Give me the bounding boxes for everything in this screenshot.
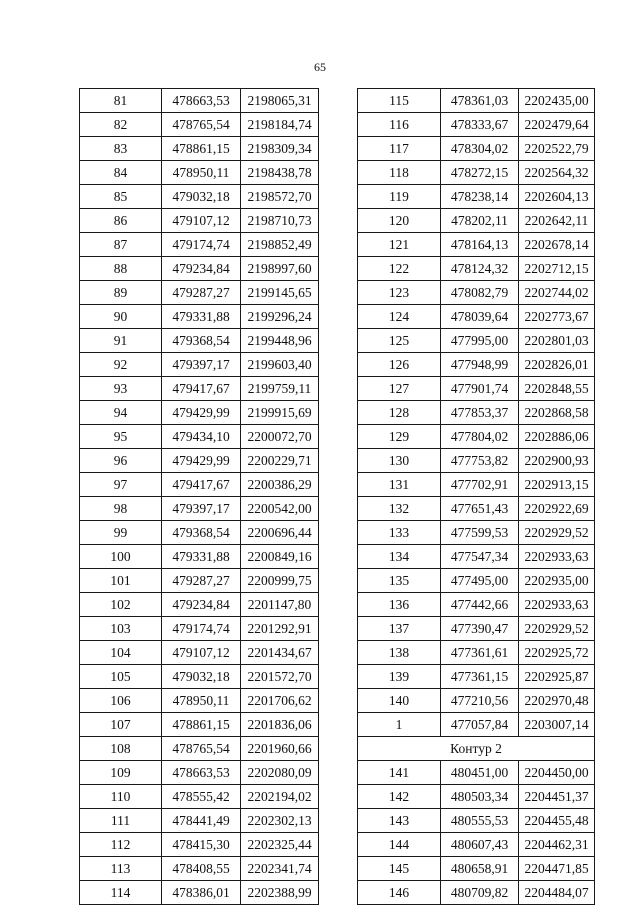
table-row: [358, 257, 595, 281]
point-number-cell: 100: [80, 545, 162, 569]
x-coordinate-cell: 477702,91: [441, 473, 519, 497]
y-coordinate-cell: 2202929,52: [519, 617, 595, 641]
point-number-cell: 95: [80, 425, 162, 449]
point-number-cell: 119: [358, 185, 441, 209]
point-number-cell: 107: [80, 713, 162, 737]
table-row: [80, 353, 319, 377]
table-row: [80, 449, 319, 473]
point-number-cell: 99: [80, 521, 162, 545]
point-number-cell: 85: [80, 185, 162, 209]
page-number: 65: [314, 60, 326, 74]
table-row: [80, 641, 319, 665]
y-coordinate-cell: 2202933,63: [519, 545, 595, 569]
y-coordinate-cell: 2200999,75: [241, 569, 319, 593]
x-coordinate-cell: 478386,01: [162, 881, 241, 905]
y-coordinate-cell: 2199603,40: [241, 353, 319, 377]
point-number-cell: 127: [358, 377, 441, 401]
table-row: [358, 353, 595, 377]
x-coordinate-cell: 477547,34: [441, 545, 519, 569]
y-coordinate-cell: 2202522,79: [519, 137, 595, 161]
table-row: [358, 521, 595, 545]
y-coordinate-cell: 2200072,70: [241, 425, 319, 449]
x-coordinate-cell: 478202,11: [441, 209, 519, 233]
y-coordinate-cell: 2204471,85: [519, 857, 595, 881]
point-number-cell: 90: [80, 305, 162, 329]
table-row: [80, 233, 319, 257]
y-coordinate-cell: 2200849,16: [241, 545, 319, 569]
x-coordinate-cell: 477390,47: [441, 617, 519, 641]
x-coordinate-cell: 478082,79: [441, 281, 519, 305]
y-coordinate-cell: 2198997,60: [241, 257, 319, 281]
table-row: [358, 545, 595, 569]
x-coordinate-cell: 478765,54: [162, 737, 241, 761]
table-row: [80, 401, 319, 425]
point-number-cell: 136: [358, 593, 441, 617]
table-row: [80, 257, 319, 281]
x-coordinate-cell: 479107,12: [162, 641, 241, 665]
x-coordinate-cell: 479429,99: [162, 401, 241, 425]
table-row: [358, 785, 595, 809]
point-number-cell: 133: [358, 521, 441, 545]
table-row: [358, 593, 595, 617]
table-row: [80, 545, 319, 569]
point-number-cell: 92: [80, 353, 162, 377]
table-row: [358, 497, 595, 521]
x-coordinate-cell: 480555,53: [441, 809, 519, 833]
y-coordinate-cell: 2198710,73: [241, 209, 319, 233]
table-row: [358, 281, 595, 305]
y-coordinate-cell: 2202712,15: [519, 257, 595, 281]
point-number-cell: 84: [80, 161, 162, 185]
y-coordinate-cell: 2198572,70: [241, 185, 319, 209]
y-coordinate-cell: 2202642,11: [519, 209, 595, 233]
point-number-cell: 146: [358, 881, 441, 905]
point-number-cell: 131: [358, 473, 441, 497]
y-coordinate-cell: 2202913,15: [519, 473, 595, 497]
x-coordinate-cell: 478441,49: [162, 809, 241, 833]
y-coordinate-cell: 2198184,74: [241, 113, 319, 137]
x-coordinate-cell: 477210,56: [441, 689, 519, 713]
point-number-cell: 142: [358, 785, 441, 809]
point-number-cell: 83: [80, 137, 162, 161]
y-coordinate-cell: 2198309,34: [241, 137, 319, 161]
y-coordinate-cell: 2202479,64: [519, 113, 595, 137]
point-number-cell: 81: [80, 89, 162, 113]
table-row: [80, 881, 319, 905]
point-number-cell: 108: [80, 737, 162, 761]
table-row: [358, 401, 595, 425]
y-coordinate-cell: 2202302,13: [241, 809, 319, 833]
x-coordinate-cell: 478361,03: [441, 89, 519, 113]
table-row: [80, 185, 319, 209]
point-number-cell: 110: [80, 785, 162, 809]
point-number-cell: 116: [358, 113, 441, 137]
point-number-cell: 141: [358, 761, 441, 785]
y-coordinate-cell: 2198852,49: [241, 233, 319, 257]
x-coordinate-cell: 478272,15: [441, 161, 519, 185]
x-coordinate-cell: 478555,42: [162, 785, 241, 809]
table-row: [358, 857, 595, 881]
table-row: [80, 785, 319, 809]
y-coordinate-cell: 2199915,69: [241, 401, 319, 425]
y-coordinate-cell: 2201706,62: [241, 689, 319, 713]
point-number-cell: 106: [80, 689, 162, 713]
x-coordinate-cell: 478124,32: [441, 257, 519, 281]
point-number-cell: 114: [80, 881, 162, 905]
y-coordinate-cell: 2200542,00: [241, 497, 319, 521]
y-coordinate-cell: 2198065,31: [241, 89, 319, 113]
point-number-cell: 128: [358, 401, 441, 425]
point-number-cell: 126: [358, 353, 441, 377]
point-number-cell: 97: [80, 473, 162, 497]
y-coordinate-cell: 2202933,63: [519, 593, 595, 617]
point-number-cell: 89: [80, 281, 162, 305]
table-row: [358, 449, 595, 473]
table-row: [80, 737, 319, 761]
y-coordinate-cell: 2200386,29: [241, 473, 319, 497]
table-row: [358, 665, 595, 689]
x-coordinate-cell: 478663,53: [162, 89, 241, 113]
x-coordinate-cell: 478039,64: [441, 305, 519, 329]
x-coordinate-cell: 479368,54: [162, 521, 241, 545]
table-row: [80, 857, 319, 881]
y-coordinate-cell: 2202435,00: [519, 89, 595, 113]
x-coordinate-cell: 478950,11: [162, 689, 241, 713]
y-coordinate-cell: 2202388,99: [241, 881, 319, 905]
x-coordinate-cell: 479032,18: [162, 665, 241, 689]
x-coordinate-cell: 477361,15: [441, 665, 519, 689]
y-coordinate-cell: 2200229,71: [241, 449, 319, 473]
point-number-cell: 86: [80, 209, 162, 233]
point-number-cell: 98: [80, 497, 162, 521]
table-row: [80, 473, 319, 497]
x-coordinate-cell: 479417,67: [162, 377, 241, 401]
y-coordinate-cell: 2204484,07: [519, 881, 595, 905]
y-coordinate-cell: 2202744,02: [519, 281, 595, 305]
x-coordinate-cell: 477853,37: [441, 401, 519, 425]
point-number-cell: 135: [358, 569, 441, 593]
y-coordinate-cell: 2202325,44: [241, 833, 319, 857]
table-row: [80, 161, 319, 185]
x-coordinate-cell: 478164,13: [441, 233, 519, 257]
point-number-cell: 112: [80, 833, 162, 857]
point-number-cell: 93: [80, 377, 162, 401]
x-coordinate-cell: 480607,43: [441, 833, 519, 857]
y-coordinate-cell: 2202826,01: [519, 353, 595, 377]
x-coordinate-cell: 479287,27: [162, 281, 241, 305]
x-coordinate-cell: 477804,02: [441, 425, 519, 449]
table-row: [358, 233, 595, 257]
y-coordinate-cell: 2199448,96: [241, 329, 319, 353]
table-row: [358, 425, 595, 449]
y-coordinate-cell: 2204451,37: [519, 785, 595, 809]
y-coordinate-cell: 2202564,32: [519, 161, 595, 185]
y-coordinate-cell: 2202341,74: [241, 857, 319, 881]
table-row: [358, 641, 595, 665]
table-row: [80, 305, 319, 329]
point-number-cell: 129: [358, 425, 441, 449]
point-number-cell: 91: [80, 329, 162, 353]
x-coordinate-cell: 478333,67: [441, 113, 519, 137]
table-row: [80, 209, 319, 233]
table-row: [80, 617, 319, 641]
point-number-cell: 87: [80, 233, 162, 257]
point-number-cell: 104: [80, 641, 162, 665]
table-row: [80, 833, 319, 857]
x-coordinate-cell: 478861,15: [162, 137, 241, 161]
table-row: [358, 881, 595, 905]
y-coordinate-cell: 2202925,87: [519, 665, 595, 689]
point-number-cell: 96: [80, 449, 162, 473]
x-coordinate-cell: 477995,00: [441, 329, 519, 353]
x-coordinate-cell: 477361,61: [441, 641, 519, 665]
point-number-cell: 102: [80, 593, 162, 617]
x-coordinate-cell: 478950,11: [162, 161, 241, 185]
table-row: [358, 761, 595, 785]
table-row: [358, 161, 595, 185]
x-coordinate-cell: 479234,84: [162, 593, 241, 617]
x-coordinate-cell: 478765,54: [162, 113, 241, 137]
point-number-cell: 103: [80, 617, 162, 641]
x-coordinate-cell: 479417,67: [162, 473, 241, 497]
table-row: [358, 89, 595, 113]
table-row: [358, 689, 595, 713]
x-coordinate-cell: 479234,84: [162, 257, 241, 281]
point-number-cell: 144: [358, 833, 441, 857]
x-coordinate-cell: 479434,10: [162, 425, 241, 449]
y-coordinate-cell: 2201147,80: [241, 593, 319, 617]
point-number-cell: 138: [358, 641, 441, 665]
x-coordinate-cell: 479287,27: [162, 569, 241, 593]
table-row: [358, 329, 595, 353]
coordinates-table-left: [79, 88, 319, 905]
x-coordinate-cell: 480503,34: [441, 785, 519, 809]
y-coordinate-cell: 2202080,09: [241, 761, 319, 785]
point-number-cell: 115: [358, 89, 441, 113]
x-coordinate-cell: 479174,74: [162, 617, 241, 641]
y-coordinate-cell: 2202900,93: [519, 449, 595, 473]
y-coordinate-cell: 2201572,70: [241, 665, 319, 689]
table-row: [358, 737, 595, 761]
y-coordinate-cell: 2202773,67: [519, 305, 595, 329]
x-coordinate-cell: 479032,18: [162, 185, 241, 209]
coordinates-table-right: [357, 88, 595, 905]
table-row: [358, 137, 595, 161]
table-row: [80, 713, 319, 737]
y-coordinate-cell: 2200696,44: [241, 521, 319, 545]
point-number-cell: 121: [358, 233, 441, 257]
y-coordinate-cell: 2204450,00: [519, 761, 595, 785]
x-coordinate-cell: 478304,02: [441, 137, 519, 161]
point-number-cell: 120: [358, 209, 441, 233]
table-row: [358, 185, 595, 209]
y-coordinate-cell: 2199145,65: [241, 281, 319, 305]
x-coordinate-cell: 479429,99: [162, 449, 241, 473]
table-row: [80, 569, 319, 593]
x-coordinate-cell: 480658,91: [441, 857, 519, 881]
point-number-cell: 105: [80, 665, 162, 689]
point-number-cell: 137: [358, 617, 441, 641]
y-coordinate-cell: 2202925,72: [519, 641, 595, 665]
table-row: [80, 137, 319, 161]
table-row: [358, 473, 595, 497]
x-coordinate-cell: 477495,00: [441, 569, 519, 593]
table-row: [80, 761, 319, 785]
point-number-cell: 82: [80, 113, 162, 137]
y-coordinate-cell: 2201836,06: [241, 713, 319, 737]
table-row: [80, 689, 319, 713]
point-number-cell: 111: [80, 809, 162, 833]
x-coordinate-cell: 479107,12: [162, 209, 241, 233]
table-row: [358, 569, 595, 593]
table-row: [358, 305, 595, 329]
x-coordinate-cell: 477442,66: [441, 593, 519, 617]
table-row: [80, 497, 319, 521]
x-coordinate-cell: 477948,99: [441, 353, 519, 377]
y-coordinate-cell: 2201960,66: [241, 737, 319, 761]
x-coordinate-cell: 479397,17: [162, 353, 241, 377]
table-row: [80, 377, 319, 401]
point-number-cell: 132: [358, 497, 441, 521]
x-coordinate-cell: 479174,74: [162, 233, 241, 257]
point-number-cell: 101: [80, 569, 162, 593]
x-coordinate-cell: 477651,43: [441, 497, 519, 521]
table-row: [80, 593, 319, 617]
y-coordinate-cell: 2204462,31: [519, 833, 595, 857]
point-number-cell: 123: [358, 281, 441, 305]
x-coordinate-cell: 478861,15: [162, 713, 241, 737]
point-number-cell: 130: [358, 449, 441, 473]
point-number-cell: 145: [358, 857, 441, 881]
x-coordinate-cell: 477753,82: [441, 449, 519, 473]
point-number-cell: 1: [358, 713, 441, 737]
y-coordinate-cell: 2203007,14: [519, 713, 595, 737]
x-coordinate-cell: 478663,53: [162, 761, 241, 785]
point-number-cell: 140: [358, 689, 441, 713]
y-coordinate-cell: 2202801,03: [519, 329, 595, 353]
y-coordinate-cell: 2202678,14: [519, 233, 595, 257]
x-coordinate-cell: 479331,88: [162, 545, 241, 569]
point-number-cell: 118: [358, 161, 441, 185]
y-coordinate-cell: 2201434,67: [241, 641, 319, 665]
table-row: [80, 425, 319, 449]
point-number-cell: 134: [358, 545, 441, 569]
point-number-cell: 124: [358, 305, 441, 329]
table-row: [358, 833, 595, 857]
y-coordinate-cell: 2202935,00: [519, 569, 595, 593]
table-row: [80, 521, 319, 545]
point-number-cell: 117: [358, 137, 441, 161]
y-coordinate-cell: 2202886,06: [519, 425, 595, 449]
x-coordinate-cell: 478408,55: [162, 857, 241, 881]
y-coordinate-cell: 2201292,91: [241, 617, 319, 641]
table-row: [80, 89, 319, 113]
table-row: [358, 617, 595, 641]
table-row: [80, 113, 319, 137]
table-row: [80, 281, 319, 305]
y-coordinate-cell: 2199759,11: [241, 377, 319, 401]
y-coordinate-cell: 2202929,52: [519, 521, 595, 545]
y-coordinate-cell: 2202194,02: [241, 785, 319, 809]
x-coordinate-cell: 480451,00: [441, 761, 519, 785]
point-number-cell: 88: [80, 257, 162, 281]
x-coordinate-cell: 477057,84: [441, 713, 519, 737]
table-row: [80, 329, 319, 353]
point-number-cell: 113: [80, 857, 162, 881]
table-row: [358, 209, 595, 233]
x-coordinate-cell: 478238,14: [441, 185, 519, 209]
x-coordinate-cell: 477901,74: [441, 377, 519, 401]
point-number-cell: 139: [358, 665, 441, 689]
y-coordinate-cell: 2199296,24: [241, 305, 319, 329]
y-coordinate-cell: 2202848,55: [519, 377, 595, 401]
y-coordinate-cell: 2202970,48: [519, 689, 595, 713]
table-row: [358, 713, 595, 737]
y-coordinate-cell: 2202868,58: [519, 401, 595, 425]
x-coordinate-cell: 478415,30: [162, 833, 241, 857]
point-number-cell: 143: [358, 809, 441, 833]
point-number-cell: 122: [358, 257, 441, 281]
point-number-cell: 125: [358, 329, 441, 353]
point-number-cell: 109: [80, 761, 162, 785]
table-row: [358, 377, 595, 401]
x-coordinate-cell: 477599,53: [441, 521, 519, 545]
section-header-cell: Контур 2: [358, 737, 595, 761]
y-coordinate-cell: 2202922,69: [519, 497, 595, 521]
table-row: [80, 665, 319, 689]
x-coordinate-cell: 480709,82: [441, 881, 519, 905]
y-coordinate-cell: 2204455,48: [519, 809, 595, 833]
y-coordinate-cell: 2202604,13: [519, 185, 595, 209]
point-number-cell: 94: [80, 401, 162, 425]
x-coordinate-cell: 479397,17: [162, 497, 241, 521]
table-row: [80, 809, 319, 833]
table-row: [358, 809, 595, 833]
y-coordinate-cell: 2198438,78: [241, 161, 319, 185]
table-row: [358, 113, 595, 137]
x-coordinate-cell: 479331,88: [162, 305, 241, 329]
x-coordinate-cell: 479368,54: [162, 329, 241, 353]
